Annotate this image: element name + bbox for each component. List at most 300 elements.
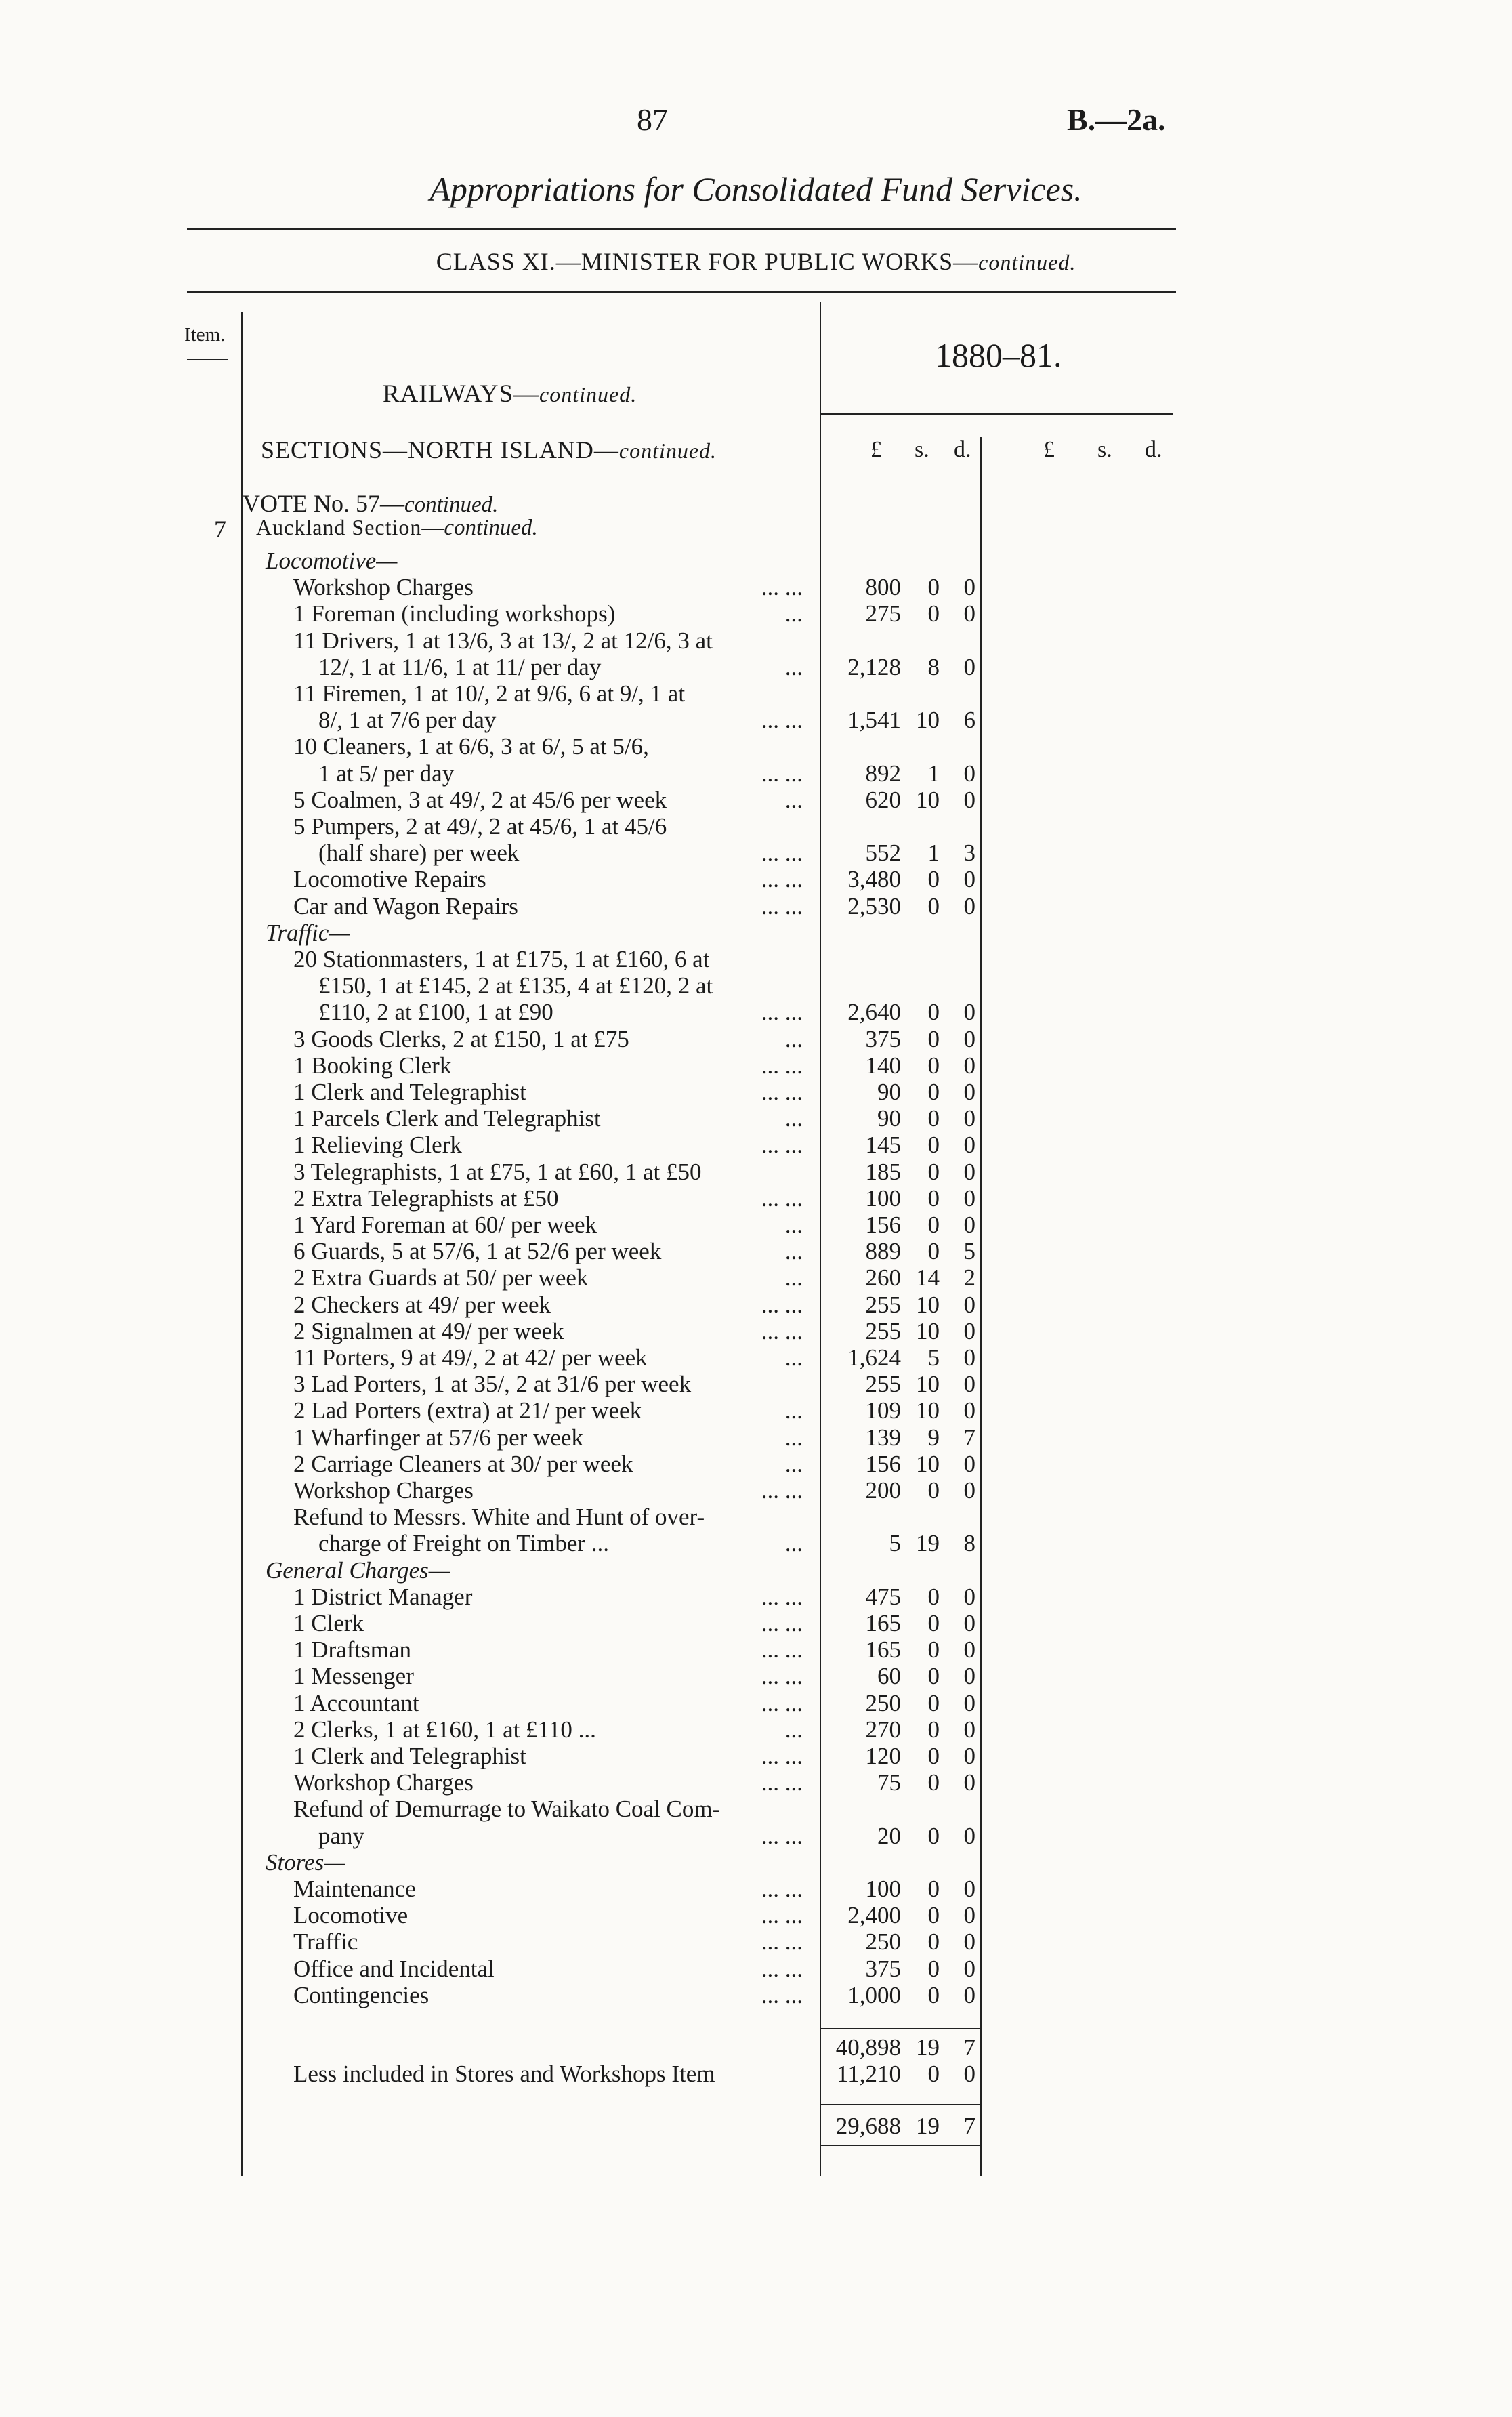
net-total-row (0, 2113, 982, 2139)
col-head-pounds-2: £ (1043, 437, 1055, 462)
railways-heading-cont: continued. (539, 382, 637, 407)
row-shillings: 8 (927, 653, 940, 680)
row-pounds: 60 (877, 1663, 901, 1690)
table-row (0, 1132, 982, 1158)
table-row (0, 1823, 982, 1849)
row-description: 1 District Manager (293, 1583, 473, 1610)
row-shillings: 0 (927, 1132, 940, 1159)
subsection-heading (266, 920, 740, 946)
row-description: Refund to Messrs. White and Hunt of over- (293, 1504, 705, 1531)
table-row (0, 1876, 982, 1902)
railways-heading (383, 379, 637, 409)
row-pounds: 75 (877, 1769, 901, 1796)
row-shillings: 0 (927, 1636, 940, 1664)
row-pence: 0 (963, 1212, 975, 1238)
item-number: 7 (214, 516, 226, 543)
net-shillings: 19 (916, 2113, 940, 2139)
table-row (0, 574, 982, 600)
row-shillings: 0 (927, 1716, 940, 1743)
row-description: 2 Carriage Cleaners at 30/ per week (293, 1450, 633, 1477)
row-pence: 0 (963, 1902, 975, 1929)
section-name: Auckland Section (256, 515, 422, 539)
row-description: 1 Draftsman (293, 1636, 411, 1664)
row-pence: 0 (963, 1052, 975, 1079)
net-total-rule (821, 2104, 980, 2105)
row-description: Contingencies (293, 1981, 429, 2008)
table-row (0, 1477, 982, 1504)
row-pence: 0 (963, 1716, 975, 1743)
leader-dots: ... ... (761, 574, 803, 601)
table-row (0, 627, 982, 654)
table-row (0, 866, 982, 892)
row-pounds: 5 (889, 1530, 901, 1557)
row-pence: 0 (963, 1955, 975, 1982)
row-pounds: 90 (877, 1105, 901, 1132)
net-pounds: 29,688 (835, 2113, 901, 2139)
page-number: 87 (637, 102, 668, 137)
row-description: Refund of Demurrage to Waikato Coal Com- (293, 1796, 721, 1823)
row-pence: 0 (963, 1291, 975, 1318)
leader-dots: ... ... (761, 707, 803, 734)
row-description: 1 Relieving Clerk (293, 1132, 462, 1159)
row-description: 1 Wharfinger at 57/6 per week (293, 1424, 583, 1451)
row-pounds: 139 (865, 1424, 901, 1451)
leader-dots: ... ... (761, 1981, 803, 2008)
row-pence: 0 (963, 866, 975, 893)
leader-dots: ... ... (761, 1583, 803, 1610)
leader-dots: ... ... (761, 1317, 803, 1344)
leader-dots: ... ... (761, 1052, 803, 1079)
leader-dots: ... (784, 1025, 803, 1052)
row-description: Workshop Charges (293, 1477, 474, 1504)
table-row (0, 1928, 982, 1955)
row-description: Traffic (293, 1928, 358, 1956)
row-pounds: 185 (865, 1158, 901, 1185)
row-shillings: 0 (927, 1079, 940, 1105)
col-head-pence: d. (954, 437, 971, 462)
row-shillings: 9 (927, 1424, 940, 1451)
row-pounds: 90 (877, 1079, 901, 1105)
leader-dots: ... ... (761, 1689, 803, 1716)
section-heading: Auckland Section—continued. (256, 515, 538, 540)
row-description: 6 Guards, 5 at 57/6, 1 at 52/6 per week (293, 1238, 662, 1265)
table-row (0, 1636, 982, 1663)
leader-dots: ... ... (761, 1955, 803, 1982)
row-description: 5 Coalmen, 3 at 49/, 2 at 45/6 per week (293, 786, 667, 813)
row-shillings: 10 (916, 1450, 940, 1477)
row-pounds: 140 (865, 1052, 901, 1079)
row-shillings: 10 (916, 707, 940, 734)
row-pence: 2 (963, 1264, 975, 1292)
subsection-label: Locomotive— (266, 548, 398, 574)
row-description: £150, 1 at £145, 2 at £135, 4 at £120, 2 at (318, 972, 713, 999)
table-row (0, 1159, 982, 1185)
less-row (0, 2061, 982, 2087)
table-row (0, 1902, 982, 1928)
table-row (0, 1212, 982, 1238)
table-row (0, 733, 982, 760)
row-pence: 0 (963, 1822, 975, 1849)
col-head-pounds: £ (870, 437, 882, 462)
less-label: Less included in Stores and Workshops Item (293, 2061, 715, 2087)
row-description: Maintenance (293, 1876, 416, 1902)
leader-dots: ... (784, 1105, 803, 1132)
year-underline (821, 413, 1173, 415)
row-description: 10 Cleaners, 1 at 6/6, 3 at 6/, 5 at 5/6, (293, 733, 649, 760)
subsection-label: Stores— (266, 1848, 345, 1876)
row-shillings: 0 (927, 574, 940, 601)
reference-code: B.—2a. (1067, 102, 1166, 137)
row-pence: 0 (963, 1689, 975, 1716)
row-pounds: 156 (865, 1450, 901, 1477)
row-pence: 0 (963, 1184, 975, 1212)
row-pence: 6 (963, 707, 975, 734)
row-pounds: 2,128 (847, 653, 901, 680)
subsection-label: General Charges— (266, 1556, 450, 1584)
leader-dots: ... (784, 786, 803, 813)
row-pence: 0 (963, 1928, 975, 1956)
row-shillings: 19 (916, 1530, 940, 1557)
row-description: 1 Booking Clerk (293, 1052, 452, 1079)
leader-dots: ... (784, 1264, 803, 1292)
row-pounds: 145 (865, 1132, 901, 1159)
row-pence: 0 (963, 760, 975, 787)
col-head-shillings: s. (915, 437, 929, 462)
row-shillings: 10 (916, 786, 940, 813)
row-description: 2 Extra Telegraphists at £50 (293, 1184, 559, 1212)
row-description: Locomotive Repairs (293, 866, 486, 893)
leader-dots: ... ... (761, 1636, 803, 1664)
net-bottom-rule (821, 2145, 980, 2146)
table-row (0, 1796, 982, 1822)
leader-dots: ... ... (761, 760, 803, 787)
leader-dots: ... (784, 1344, 803, 1371)
row-pounds: 120 (865, 1743, 901, 1769)
row-shillings: 0 (927, 999, 940, 1026)
row-description: 2 Clerks, 1 at £160, 1 at £110 ... (293, 1716, 596, 1743)
leader-dots: ... ... (761, 892, 803, 920)
row-description: 11 Drivers, 1 at 13/6, 3 at 13/, 2 at 12/6, 3 at (293, 627, 713, 654)
leader-dots: ... ... (761, 999, 803, 1026)
row-shillings: 1 (927, 760, 940, 787)
row-pounds: 552 (865, 840, 901, 867)
table-row (0, 1956, 982, 1982)
table-row (0, 840, 982, 866)
row-description: 2 Checkers at 49/ per week (293, 1291, 551, 1318)
row-shillings: 10 (916, 1371, 940, 1398)
net-pence: 7 (963, 2113, 975, 2139)
row-pounds: 3,480 (847, 866, 901, 893)
row-pence: 0 (963, 1636, 975, 1664)
row-pounds: 109 (865, 1397, 901, 1424)
leader-dots: ... ... (761, 1743, 803, 1769)
table-row (0, 787, 982, 813)
row-shillings: 0 (927, 1955, 940, 1982)
row-description: 2 Lad Porters (extra) at 21/ per week (293, 1397, 642, 1424)
row-shillings: 0 (927, 1238, 940, 1265)
row-shillings: 1 (927, 840, 940, 867)
row-description: 1 Clerk and Telegraphist (293, 1743, 526, 1769)
year-heading: 1880–81. (935, 336, 1062, 374)
sections-heading (261, 436, 717, 464)
row-pounds: 475 (865, 1583, 901, 1610)
section-heading-cont: continued. (444, 516, 538, 540)
page-title: Appropriations for Consolidated Fund Services. (429, 170, 1083, 208)
row-shillings: 10 (916, 1317, 940, 1344)
row-shillings: 0 (927, 1928, 940, 1956)
table-row (0, 1371, 982, 1397)
leader-dots: ... (784, 653, 803, 680)
row-pounds: 270 (865, 1716, 901, 1743)
row-pence: 5 (963, 1238, 975, 1265)
row-pounds: 889 (865, 1238, 901, 1265)
row-description: 12/, 1 at 11/6, 1 at 11/ per day (318, 653, 602, 680)
table-row (0, 1052, 982, 1079)
item-column-label: Item. (184, 324, 226, 346)
row-description: 1 Parcels Clerk and Telegraphist (293, 1105, 601, 1132)
table-row (0, 1584, 982, 1610)
row-shillings: 10 (916, 1397, 940, 1424)
row-pence: 0 (963, 1317, 975, 1344)
row-pence: 0 (963, 574, 975, 601)
row-pounds: 200 (865, 1477, 901, 1504)
row-pounds: 620 (865, 786, 901, 813)
row-pence: 0 (963, 1025, 975, 1052)
row-description: 8/, 1 at 7/6 per day (318, 707, 497, 734)
leader-dots: ... (784, 1716, 803, 1743)
table-row (0, 999, 982, 1025)
row-pence: 7 (963, 1424, 975, 1451)
table-row (0, 1716, 982, 1743)
row-pence: 0 (963, 1876, 975, 1902)
row-description: 3 Lad Porters, 1 at 35/, 2 at 31/6 per week (293, 1371, 692, 1398)
row-pounds: 165 (865, 1610, 901, 1636)
gross-shillings: 19 (916, 2034, 940, 2061)
leader-dots: ... ... (761, 840, 803, 867)
leader-dots: ... (784, 1212, 803, 1238)
row-pounds: 20 (877, 1822, 901, 1849)
row-description: 1 Clerk and Telegraphist (293, 1079, 526, 1105)
row-pounds: 2,530 (847, 892, 901, 920)
row-pence: 0 (963, 1981, 975, 2008)
table-row (0, 1185, 982, 1212)
row-pounds: 165 (865, 1636, 901, 1664)
col-head-shillings-2: s. (1097, 437, 1112, 462)
row-pounds: 800 (865, 574, 901, 601)
vote-heading-main: VOTE No. 57— (243, 490, 404, 517)
leader-dots: ... (784, 1530, 803, 1557)
table-row (0, 1264, 982, 1291)
leader-dots: ... ... (761, 1184, 803, 1212)
table-row (0, 654, 982, 680)
table-row (0, 1610, 982, 1636)
row-pence: 0 (963, 1610, 975, 1636)
row-pounds: 375 (865, 1955, 901, 1982)
row-pounds: 275 (865, 600, 901, 627)
row-pounds: 1,624 (847, 1344, 901, 1371)
less-shillings: 0 (927, 2061, 940, 2087)
row-shillings: 0 (927, 1876, 940, 1902)
leader-dots: ... ... (761, 1477, 803, 1504)
row-pounds: 156 (865, 1212, 901, 1238)
table-row (0, 707, 982, 733)
row-pounds: 255 (865, 1371, 901, 1398)
row-pounds: 2,400 (847, 1902, 901, 1929)
row-shillings: 0 (927, 1052, 940, 1079)
table-row (0, 1530, 982, 1556)
table-row (0, 1079, 982, 1105)
col-head-pence-2: d. (1145, 437, 1162, 462)
row-pounds: 892 (865, 760, 901, 787)
row-description: 20 Stationmasters, 1 at £175, 1 at £160, 6 at (293, 946, 710, 972)
row-shillings: 0 (927, 1477, 940, 1504)
table-row (0, 1344, 982, 1371)
table-row (0, 680, 982, 707)
table-row (0, 813, 982, 840)
row-pounds: 2,640 (847, 999, 901, 1026)
row-pounds: 260 (865, 1264, 901, 1292)
leader-dots: ... (784, 1397, 803, 1424)
row-pounds: 250 (865, 1928, 901, 1956)
row-description: 1 at 5/ per day (318, 760, 455, 787)
row-shillings: 14 (916, 1264, 940, 1292)
leader-dots: ... (784, 1424, 803, 1451)
table-row (0, 760, 982, 787)
row-shillings: 0 (927, 1902, 940, 1929)
leader-dots: ... (784, 600, 803, 627)
row-description: (half share) per week (318, 840, 520, 867)
sections-heading-cont: continued. (618, 438, 717, 463)
row-description: 3 Goods Clerks, 2 at £150, 1 at £75 (293, 1025, 629, 1052)
table-row (0, 1743, 982, 1769)
table-row (0, 1238, 982, 1264)
row-shillings: 0 (927, 1822, 940, 1849)
table-row (0, 1424, 982, 1451)
row-pence: 0 (963, 1344, 975, 1371)
table-row (0, 1318, 982, 1344)
row-description: 2 Signalmen at 49/ per week (293, 1317, 564, 1344)
row-pounds: 250 (865, 1689, 901, 1716)
row-shillings: 0 (927, 1025, 940, 1052)
row-pence: 0 (963, 1132, 975, 1159)
row-shillings: 0 (927, 1689, 940, 1716)
row-description: Workshop Charges (293, 574, 474, 601)
table-row (0, 893, 982, 920)
table-row (0, 946, 982, 972)
row-description: 3 Telegraphists, 1 at £75, 1 at £60, 1 at £50 (293, 1158, 702, 1185)
row-shillings: 0 (927, 1769, 940, 1796)
row-pence: 0 (963, 1743, 975, 1769)
leader-dots: ... ... (761, 1769, 803, 1796)
item-header-rule (187, 359, 228, 360)
row-shillings: 5 (927, 1344, 940, 1371)
table-row (0, 1105, 982, 1132)
table-row (0, 1982, 982, 2008)
row-pounds: 375 (865, 1025, 901, 1052)
subsection-heading (266, 1557, 740, 1584)
subsection-heading (266, 1849, 740, 1876)
row-shillings: 0 (927, 1583, 940, 1610)
row-pence: 0 (963, 1397, 975, 1424)
table-row (0, 1292, 982, 1318)
table-row (0, 600, 982, 627)
table-row (0, 1397, 982, 1424)
row-pence: 0 (963, 1663, 975, 1690)
less-pence: 0 (963, 2061, 975, 2087)
row-description: 1 Foreman (including workshops) (293, 600, 616, 627)
table-row (0, 1690, 982, 1716)
row-pence: 3 (963, 840, 975, 867)
row-pence: 0 (963, 600, 975, 627)
class-heading (0, 247, 1512, 276)
row-pence: 0 (963, 786, 975, 813)
row-pounds: 255 (865, 1317, 901, 1344)
row-shillings: 0 (927, 600, 940, 627)
leader-dots: ... (784, 1450, 803, 1477)
row-shillings: 0 (927, 1105, 940, 1132)
row-shillings: 0 (927, 1743, 940, 1769)
table-row (0, 972, 982, 999)
row-shillings: 0 (927, 866, 940, 893)
row-shillings: 10 (916, 1291, 940, 1318)
leader-dots: ... ... (761, 1822, 803, 1849)
row-description: charge of Freight on Timber ... (318, 1530, 610, 1557)
title-rule (187, 228, 1176, 230)
row-shillings: 0 (927, 1212, 940, 1238)
row-description: 11 Firemen, 1 at 10/, 2 at 9/6, 6 at 9/, 1 at (293, 680, 686, 707)
row-pence: 0 (963, 1450, 975, 1477)
row-description: 2 Extra Guards at 50/ per week (293, 1264, 589, 1292)
vote-heading (243, 489, 498, 518)
row-shillings: 0 (927, 1184, 940, 1212)
subsection-heading (266, 548, 740, 574)
class-heading-cont: continued. (978, 250, 1076, 274)
row-pounds: 1,541 (847, 707, 901, 734)
leader-dots: ... ... (761, 1902, 803, 1929)
leader-dots: ... (784, 1238, 803, 1265)
leader-dots: ... ... (761, 1610, 803, 1636)
row-description: 1 Clerk (293, 1610, 364, 1636)
leader-dots: ... ... (761, 1928, 803, 1956)
table-row (0, 1504, 982, 1530)
row-pence: 0 (963, 1477, 975, 1504)
leader-dots: ... ... (761, 1079, 803, 1105)
row-pence: 0 (963, 999, 975, 1026)
less-pounds: 11,210 (837, 2061, 901, 2087)
row-pence: 0 (963, 1105, 975, 1132)
row-description: pany (318, 1822, 365, 1849)
gross-pence: 7 (963, 2034, 975, 2061)
sections-heading-main: SECTIONS—NORTH ISLAND— (261, 436, 619, 463)
row-pence: 0 (963, 1079, 975, 1105)
row-description: Car and Wagon Repairs (293, 892, 518, 920)
gross-total-rule (821, 2028, 980, 2029)
row-pounds: 100 (865, 1184, 901, 1212)
row-pence: 0 (963, 1583, 975, 1610)
class-heading-main: CLASS XI.—MINISTER FOR PUBLIC WORKS— (436, 248, 979, 275)
table-row (0, 1769, 982, 1796)
leader-dots: ... ... (761, 1291, 803, 1318)
row-description: 1 Messenger (293, 1663, 414, 1690)
leader-dots: ... ... (761, 1876, 803, 1902)
row-pence: 0 (963, 1769, 975, 1796)
row-description: 5 Pumpers, 2 at 49/, 2 at 45/6, 1 at 45/6 (293, 813, 667, 840)
row-description: £110, 2 at £100, 1 at £90 (318, 999, 553, 1026)
row-pounds: 100 (865, 1876, 901, 1902)
row-pence: 0 (963, 1371, 975, 1398)
table-row (0, 1451, 982, 1477)
row-description: Office and Incidental (293, 1955, 495, 1982)
